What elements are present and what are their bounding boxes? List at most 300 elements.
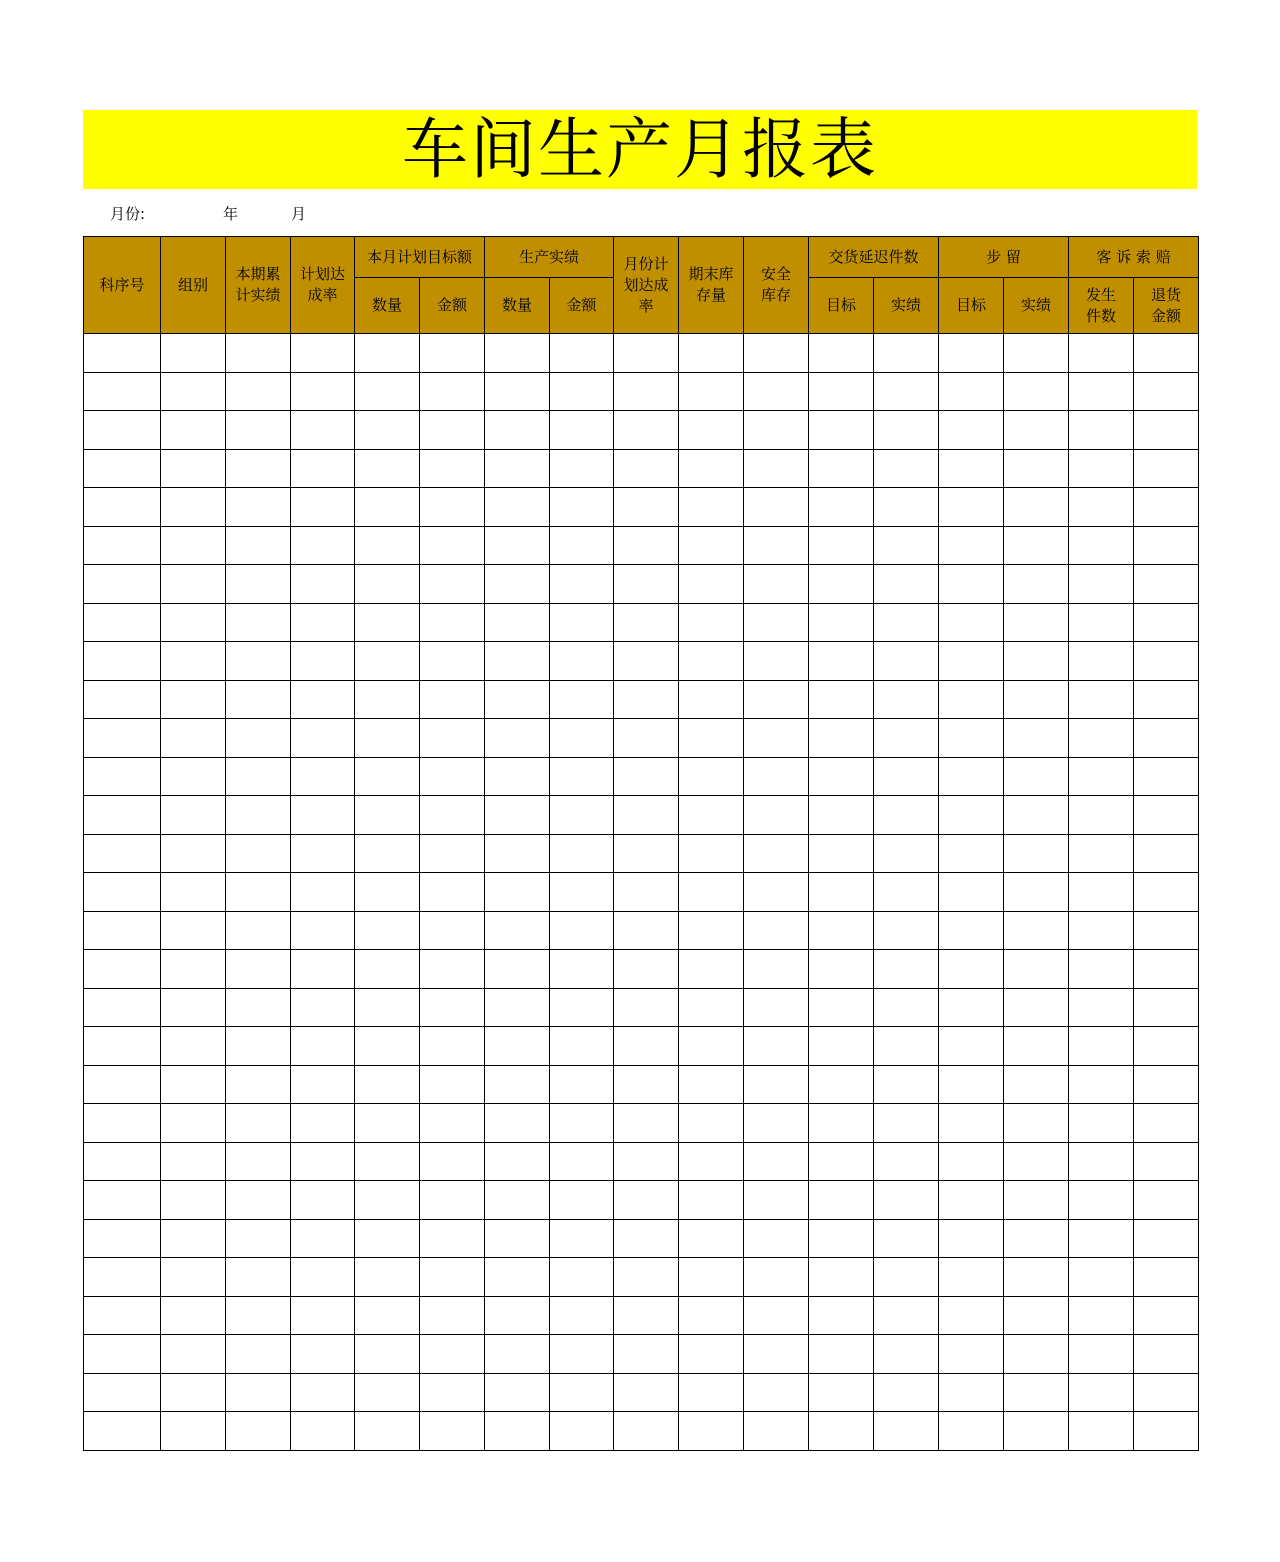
table-cell[interactable] <box>939 1373 1004 1412</box>
table-cell[interactable] <box>1069 526 1134 565</box>
table-cell[interactable] <box>291 334 355 373</box>
table-cell[interactable] <box>744 988 809 1027</box>
table-cell[interactable] <box>355 1296 420 1335</box>
table-cell[interactable] <box>1069 411 1134 450</box>
table-cell[interactable] <box>614 1258 679 1297</box>
table-cell[interactable] <box>874 1104 939 1143</box>
table-cell[interactable] <box>291 1335 355 1374</box>
table-cell[interactable] <box>420 1335 485 1374</box>
table-cell[interactable] <box>744 1335 809 1374</box>
table-cell[interactable] <box>355 526 420 565</box>
table-cell[interactable] <box>744 642 809 681</box>
table-cell[interactable] <box>485 1258 550 1297</box>
table-cell[interactable] <box>809 1181 874 1220</box>
table-cell[interactable] <box>1069 1373 1134 1412</box>
table-cell[interactable] <box>1069 1219 1134 1258</box>
table-cell[interactable] <box>550 449 614 488</box>
table-cell[interactable] <box>226 680 291 719</box>
table-cell[interactable] <box>744 911 809 950</box>
table-cell[interactable] <box>939 1142 1004 1181</box>
table-cell[interactable] <box>939 1065 1004 1104</box>
table-cell[interactable] <box>485 1412 550 1451</box>
table-cell[interactable] <box>1134 796 1199 835</box>
table-cell[interactable] <box>485 372 550 411</box>
table-cell[interactable] <box>874 488 939 527</box>
table-cell[interactable] <box>1069 488 1134 527</box>
table-cell[interactable] <box>679 757 744 796</box>
table-cell[interactable] <box>84 1335 161 1374</box>
table-cell[interactable] <box>679 642 744 681</box>
table-cell[interactable] <box>939 526 1004 565</box>
table-cell[interactable] <box>420 1027 485 1066</box>
table-cell[interactable] <box>291 1258 355 1297</box>
table-cell[interactable] <box>84 1181 161 1220</box>
table-cell[interactable] <box>161 834 226 873</box>
table-cell[interactable] <box>291 834 355 873</box>
table-cell[interactable] <box>84 911 161 950</box>
table-cell[interactable] <box>744 411 809 450</box>
table-cell[interactable] <box>744 1219 809 1258</box>
table-cell[interactable] <box>550 1219 614 1258</box>
table-cell[interactable] <box>679 334 744 373</box>
table-cell[interactable] <box>1069 834 1134 873</box>
table-cell[interactable] <box>679 1219 744 1258</box>
table-cell[interactable] <box>1004 1027 1069 1066</box>
table-cell[interactable] <box>84 1296 161 1335</box>
table-cell[interactable] <box>84 603 161 642</box>
table-cell[interactable] <box>1069 873 1134 912</box>
table-cell[interactable] <box>809 1027 874 1066</box>
table-cell[interactable] <box>84 526 161 565</box>
table-cell[interactable] <box>226 873 291 912</box>
table-cell[interactable] <box>550 873 614 912</box>
table-cell[interactable] <box>485 950 550 989</box>
table-cell[interactable] <box>161 642 226 681</box>
table-cell[interactable] <box>939 719 1004 758</box>
table-cell[interactable] <box>1069 565 1134 604</box>
table-cell[interactable] <box>744 1027 809 1066</box>
table-cell[interactable] <box>809 757 874 796</box>
table-cell[interactable] <box>161 1027 226 1066</box>
table-cell[interactable] <box>161 988 226 1027</box>
table-cell[interactable] <box>226 950 291 989</box>
table-cell[interactable] <box>420 449 485 488</box>
table-cell[interactable] <box>744 334 809 373</box>
table-cell[interactable] <box>420 1373 485 1412</box>
table-cell[interactable] <box>1004 1296 1069 1335</box>
table-cell[interactable] <box>1134 757 1199 796</box>
table-cell[interactable] <box>1134 1104 1199 1143</box>
table-cell[interactable] <box>614 719 679 758</box>
table-cell[interactable] <box>744 873 809 912</box>
table-cell[interactable] <box>420 680 485 719</box>
table-cell[interactable] <box>355 873 420 912</box>
table-cell[interactable] <box>84 1373 161 1412</box>
table-cell[interactable] <box>226 796 291 835</box>
table-cell[interactable] <box>226 603 291 642</box>
table-cell[interactable] <box>874 1258 939 1297</box>
table-cell[interactable] <box>939 603 1004 642</box>
table-cell[interactable] <box>874 603 939 642</box>
table-cell[interactable] <box>679 1104 744 1143</box>
table-cell[interactable] <box>550 1142 614 1181</box>
table-cell[interactable] <box>1069 1142 1134 1181</box>
table-cell[interactable] <box>291 449 355 488</box>
table-cell[interactable] <box>939 411 1004 450</box>
table-cell[interactable] <box>679 1373 744 1412</box>
table-cell[interactable] <box>1134 449 1199 488</box>
table-cell[interactable] <box>550 372 614 411</box>
table-cell[interactable] <box>355 488 420 527</box>
table-cell[interactable] <box>874 1065 939 1104</box>
table-cell[interactable] <box>939 1181 1004 1220</box>
table-cell[interactable] <box>679 411 744 450</box>
table-cell[interactable] <box>679 1027 744 1066</box>
table-cell[interactable] <box>614 1296 679 1335</box>
table-cell[interactable] <box>550 488 614 527</box>
table-cell[interactable] <box>614 873 679 912</box>
table-cell[interactable] <box>355 603 420 642</box>
table-cell[interactable] <box>614 603 679 642</box>
table-cell[interactable] <box>809 565 874 604</box>
table-cell[interactable] <box>939 988 1004 1027</box>
table-cell[interactable] <box>485 1065 550 1104</box>
table-cell[interactable] <box>744 449 809 488</box>
table-cell[interactable] <box>485 449 550 488</box>
table-cell[interactable] <box>226 911 291 950</box>
table-cell[interactable] <box>161 411 226 450</box>
table-cell[interactable] <box>614 411 679 450</box>
table-cell[interactable] <box>1134 411 1199 450</box>
table-cell[interactable] <box>1004 1065 1069 1104</box>
table-cell[interactable] <box>1004 372 1069 411</box>
table-cell[interactable] <box>291 873 355 912</box>
table-cell[interactable] <box>874 411 939 450</box>
table-cell[interactable] <box>355 796 420 835</box>
table-cell[interactable] <box>1004 834 1069 873</box>
table-cell[interactable] <box>420 526 485 565</box>
table-cell[interactable] <box>809 603 874 642</box>
table-cell[interactable] <box>1004 411 1069 450</box>
table-cell[interactable] <box>355 1104 420 1143</box>
table-cell[interactable] <box>291 1142 355 1181</box>
table-cell[interactable] <box>355 950 420 989</box>
table-cell[interactable] <box>874 1219 939 1258</box>
table-cell[interactable] <box>1004 757 1069 796</box>
table-cell[interactable] <box>1004 719 1069 758</box>
table-cell[interactable] <box>744 757 809 796</box>
table-cell[interactable] <box>420 1219 485 1258</box>
table-cell[interactable] <box>226 526 291 565</box>
table-cell[interactable] <box>84 411 161 450</box>
table-cell[interactable] <box>226 719 291 758</box>
table-cell[interactable] <box>679 873 744 912</box>
table-cell[interactable] <box>355 1335 420 1374</box>
table-cell[interactable] <box>291 565 355 604</box>
table-cell[interactable] <box>161 680 226 719</box>
table-cell[interactable] <box>226 1065 291 1104</box>
table-cell[interactable] <box>1134 488 1199 527</box>
table-cell[interactable] <box>355 719 420 758</box>
table-cell[interactable] <box>939 834 1004 873</box>
table-cell[interactable] <box>355 1142 420 1181</box>
table-cell[interactable] <box>679 526 744 565</box>
table-cell[interactable] <box>939 1296 1004 1335</box>
table-cell[interactable] <box>1004 680 1069 719</box>
table-cell[interactable] <box>744 834 809 873</box>
table-cell[interactable] <box>1004 642 1069 681</box>
table-cell[interactable] <box>1134 680 1199 719</box>
table-cell[interactable] <box>84 950 161 989</box>
table-cell[interactable] <box>291 1027 355 1066</box>
table-cell[interactable] <box>161 1412 226 1451</box>
table-cell[interactable] <box>939 372 1004 411</box>
table-cell[interactable] <box>874 680 939 719</box>
table-cell[interactable] <box>420 1104 485 1143</box>
table-cell[interactable] <box>550 603 614 642</box>
table-cell[interactable] <box>420 411 485 450</box>
table-cell[interactable] <box>485 1219 550 1258</box>
table-cell[interactable] <box>939 1258 1004 1297</box>
table-cell[interactable] <box>874 1296 939 1335</box>
table-cell[interactable] <box>485 334 550 373</box>
table-cell[interactable] <box>420 1296 485 1335</box>
table-cell[interactable] <box>84 1258 161 1297</box>
table-cell[interactable] <box>226 1335 291 1374</box>
table-cell[interactable] <box>874 796 939 835</box>
table-cell[interactable] <box>1134 603 1199 642</box>
table-cell[interactable] <box>874 1373 939 1412</box>
table-cell[interactable] <box>809 642 874 681</box>
table-cell[interactable] <box>744 680 809 719</box>
table-cell[interactable] <box>939 449 1004 488</box>
table-cell[interactable] <box>939 680 1004 719</box>
table-cell[interactable] <box>485 488 550 527</box>
table-cell[interactable] <box>291 1373 355 1412</box>
table-cell[interactable] <box>1069 911 1134 950</box>
table-cell[interactable] <box>226 1258 291 1297</box>
table-cell[interactable] <box>84 796 161 835</box>
table-cell[interactable] <box>679 449 744 488</box>
table-cell[interactable] <box>291 411 355 450</box>
table-cell[interactable] <box>485 411 550 450</box>
table-cell[interactable] <box>679 1296 744 1335</box>
table-cell[interactable] <box>291 911 355 950</box>
table-cell[interactable] <box>1069 1412 1134 1451</box>
table-cell[interactable] <box>161 565 226 604</box>
table-cell[interactable] <box>420 796 485 835</box>
table-cell[interactable] <box>161 1219 226 1258</box>
table-cell[interactable] <box>161 1296 226 1335</box>
table-cell[interactable] <box>939 1412 1004 1451</box>
table-cell[interactable] <box>550 526 614 565</box>
table-cell[interactable] <box>161 449 226 488</box>
table-cell[interactable] <box>1134 911 1199 950</box>
table-cell[interactable] <box>226 1296 291 1335</box>
table-cell[interactable] <box>1134 1142 1199 1181</box>
table-cell[interactable] <box>1004 796 1069 835</box>
table-cell[interactable] <box>874 334 939 373</box>
table-cell[interactable] <box>291 488 355 527</box>
table-cell[interactable] <box>744 796 809 835</box>
table-cell[interactable] <box>84 1104 161 1143</box>
table-cell[interactable] <box>809 1373 874 1412</box>
table-cell[interactable] <box>1004 1142 1069 1181</box>
table-cell[interactable] <box>1134 642 1199 681</box>
table-cell[interactable] <box>1004 603 1069 642</box>
table-cell[interactable] <box>485 1335 550 1374</box>
table-cell[interactable] <box>485 719 550 758</box>
table-cell[interactable] <box>939 757 1004 796</box>
table-cell[interactable] <box>874 1142 939 1181</box>
table-cell[interactable] <box>744 1296 809 1335</box>
table-cell[interactable] <box>679 680 744 719</box>
table-cell[interactable] <box>874 372 939 411</box>
table-cell[interactable] <box>420 911 485 950</box>
table-cell[interactable] <box>1069 1027 1134 1066</box>
table-cell[interactable] <box>809 1219 874 1258</box>
table-cell[interactable] <box>809 719 874 758</box>
table-cell[interactable] <box>550 334 614 373</box>
table-cell[interactable] <box>226 757 291 796</box>
table-cell[interactable] <box>161 1258 226 1297</box>
table-cell[interactable] <box>614 334 679 373</box>
table-cell[interactable] <box>161 1373 226 1412</box>
table-cell[interactable] <box>809 1142 874 1181</box>
table-cell[interactable] <box>809 796 874 835</box>
table-cell[interactable] <box>485 1296 550 1335</box>
table-cell[interactable] <box>355 1065 420 1104</box>
table-cell[interactable] <box>614 488 679 527</box>
table-cell[interactable] <box>84 1142 161 1181</box>
table-cell[interactable] <box>84 719 161 758</box>
table-cell[interactable] <box>809 334 874 373</box>
table-cell[interactable] <box>744 1258 809 1297</box>
table-cell[interactable] <box>679 988 744 1027</box>
table-cell[interactable] <box>614 1065 679 1104</box>
table-cell[interactable] <box>161 911 226 950</box>
table-cell[interactable] <box>355 1412 420 1451</box>
table-cell[interactable] <box>744 719 809 758</box>
table-cell[interactable] <box>1134 834 1199 873</box>
table-cell[interactable] <box>161 1335 226 1374</box>
table-cell[interactable] <box>226 372 291 411</box>
table-cell[interactable] <box>420 834 485 873</box>
table-cell[interactable] <box>939 1335 1004 1374</box>
table-cell[interactable] <box>355 1181 420 1220</box>
table-cell[interactable] <box>550 950 614 989</box>
table-cell[interactable] <box>291 950 355 989</box>
table-cell[interactable] <box>291 603 355 642</box>
table-cell[interactable] <box>550 1373 614 1412</box>
table-cell[interactable] <box>84 757 161 796</box>
table-cell[interactable] <box>1004 911 1069 950</box>
table-cell[interactable] <box>614 988 679 1027</box>
table-cell[interactable] <box>1134 1181 1199 1220</box>
table-cell[interactable] <box>420 1412 485 1451</box>
table-cell[interactable] <box>291 1412 355 1451</box>
table-cell[interactable] <box>291 1181 355 1220</box>
table-cell[interactable] <box>550 565 614 604</box>
table-cell[interactable] <box>1134 565 1199 604</box>
table-cell[interactable] <box>1134 1219 1199 1258</box>
table-cell[interactable] <box>355 757 420 796</box>
table-cell[interactable] <box>1004 1181 1069 1220</box>
table-cell[interactable] <box>161 526 226 565</box>
table-cell[interactable] <box>809 411 874 450</box>
table-cell[interactable] <box>744 1065 809 1104</box>
table-cell[interactable] <box>1004 873 1069 912</box>
table-cell[interactable] <box>485 680 550 719</box>
table-cell[interactable] <box>1069 680 1134 719</box>
table-cell[interactable] <box>614 565 679 604</box>
table-cell[interactable] <box>874 834 939 873</box>
table-cell[interactable] <box>874 526 939 565</box>
table-cell[interactable] <box>809 1065 874 1104</box>
table-cell[interactable] <box>614 1027 679 1066</box>
table-cell[interactable] <box>1134 950 1199 989</box>
table-cell[interactable] <box>679 834 744 873</box>
table-cell[interactable] <box>161 372 226 411</box>
table-cell[interactable] <box>1069 1181 1134 1220</box>
table-cell[interactable] <box>679 565 744 604</box>
table-cell[interactable] <box>550 1181 614 1220</box>
table-cell[interactable] <box>1004 1258 1069 1297</box>
table-cell[interactable] <box>1069 1296 1134 1335</box>
table-cell[interactable] <box>1134 1258 1199 1297</box>
table-cell[interactable] <box>1004 1335 1069 1374</box>
table-cell[interactable] <box>679 911 744 950</box>
table-cell[interactable] <box>744 1181 809 1220</box>
table-cell[interactable] <box>161 796 226 835</box>
table-cell[interactable] <box>291 680 355 719</box>
table-cell[interactable] <box>550 1412 614 1451</box>
table-cell[interactable] <box>226 334 291 373</box>
table-cell[interactable] <box>291 1219 355 1258</box>
table-cell[interactable] <box>809 1412 874 1451</box>
table-cell[interactable] <box>744 1142 809 1181</box>
table-cell[interactable] <box>355 1219 420 1258</box>
table-cell[interactable] <box>1134 1296 1199 1335</box>
table-cell[interactable] <box>1004 1104 1069 1143</box>
table-cell[interactable] <box>84 1027 161 1066</box>
table-cell[interactable] <box>939 565 1004 604</box>
table-cell[interactable] <box>1134 372 1199 411</box>
table-cell[interactable] <box>809 449 874 488</box>
table-cell[interactable] <box>84 488 161 527</box>
table-cell[interactable] <box>550 719 614 758</box>
table-cell[interactable] <box>550 1065 614 1104</box>
table-cell[interactable] <box>161 950 226 989</box>
table-cell[interactable] <box>291 988 355 1027</box>
table-cell[interactable] <box>84 680 161 719</box>
table-cell[interactable] <box>1004 988 1069 1027</box>
table-cell[interactable] <box>1069 372 1134 411</box>
table-cell[interactable] <box>161 334 226 373</box>
table-cell[interactable] <box>485 988 550 1027</box>
table-cell[interactable] <box>1069 757 1134 796</box>
table-cell[interactable] <box>809 372 874 411</box>
table-cell[interactable] <box>550 796 614 835</box>
table-cell[interactable] <box>1069 1065 1134 1104</box>
table-cell[interactable] <box>1069 334 1134 373</box>
table-cell[interactable] <box>744 1373 809 1412</box>
table-cell[interactable] <box>874 757 939 796</box>
table-cell[interactable] <box>744 488 809 527</box>
table-cell[interactable] <box>485 1104 550 1143</box>
table-cell[interactable] <box>679 950 744 989</box>
table-cell[interactable] <box>809 873 874 912</box>
